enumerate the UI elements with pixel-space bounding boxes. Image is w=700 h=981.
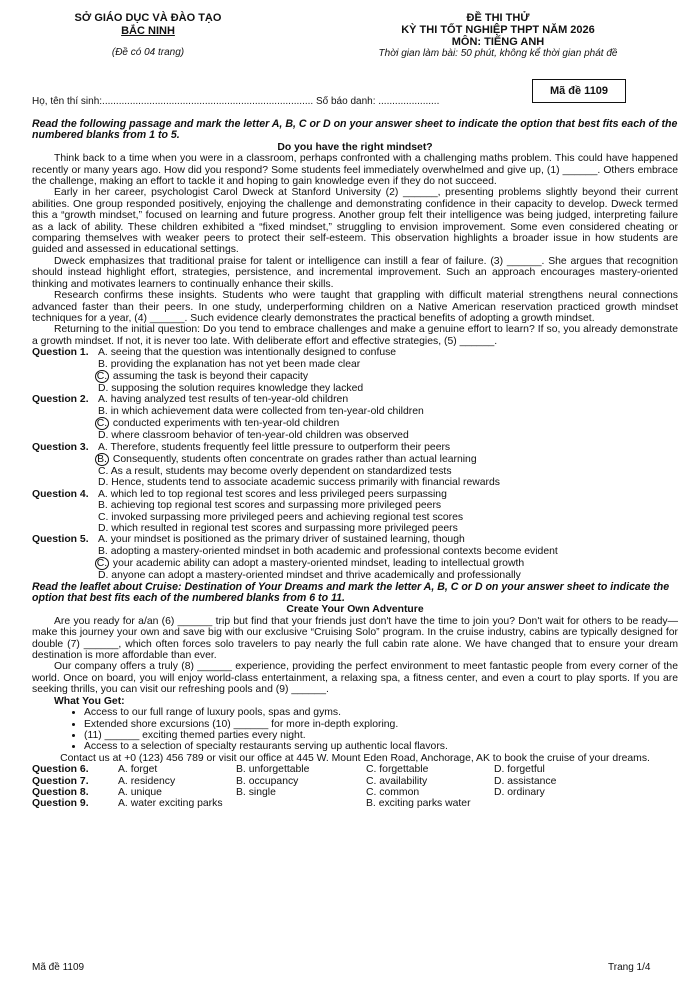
exam-code-box: Mã đề 1109 [532,79,626,103]
answer-option[interactable] [98,370,678,383]
circled-option-letter: C. [96,370,108,382]
candidate-info-line: Họ, tên thí sinh:............................................................................ Số báo danh: ...................... [32,96,440,107]
benefit-item: • Access to our full range of luxury pools, spas and gyms. [84,707,678,718]
answer-option[interactable] [98,523,678,534]
header-right [348,12,648,59]
answer-option[interactable] [98,453,678,466]
answer-option[interactable] [98,512,678,523]
option-letter: B. [98,405,108,417]
answer-option[interactable]: D. assistance [494,775,557,787]
answer-option[interactable] [98,406,678,417]
answer-option[interactable]: B. exciting parks water [366,798,471,810]
answer-option [494,798,644,809]
benefits-list [32,707,678,753]
option-text: adopting a mastery-oriented mindset in both academic and professional contexts become evident [110,545,558,557]
answer-option[interactable]: B. single [236,786,276,798]
answer-option[interactable] [98,570,678,581]
part2-questions [32,764,678,810]
option-letter: C. [98,511,109,523]
option-text: in which achievement data were collected from ten-year-old children [110,405,424,417]
exam-body [32,119,678,810]
exam-name: KỲ THI TỐT NGHIỆP THPT NĂM 2026 [401,24,595,36]
part1-instruction: Read the following passage and mark the letter A, B, C or D on your answer sheet to indicate the option that best fits each of the numbered blanks from 1 to 5. [32,118,678,142]
question-label: Question 7. [32,775,89,787]
option-text: achieving top regional test scores and surpassing more privileged peers [110,500,442,512]
leaflet-paragraph: Our company offers a truly (8) ______ experience, providing the perfect environment to meet fantastic people from every corner of the world. Once on board, you will enjoy world-class entertainment, a relaxing spa, a fitness center, and even a court to play sports. If you are seeking thrills, you can visit our refreshing pools and (9) ______. [32,661,678,696]
option-letter: D. [98,477,109,489]
benefit-item: • Extended shore excursions (10) ______ for more in-depth exploring. [84,719,678,730]
answer-option[interactable]: A. forget [118,764,158,776]
option-letter: A. [98,534,108,546]
option-letter: D. [98,523,109,534]
passage-paragraph: Dweck emphasizes that traditional praise for talent or intelligence can instill a fear of failure. (3) ______. She argues that recognition should instead highlight effort, strategies, persistence, and incremental improvement. Such an approach encourages mastery-oriented thinking and motivates learners to continually enhance their skills. [32,255,678,290]
option-text: providing the explanation has not yet been made clear [110,358,361,370]
question-label: Question 1. [32,347,89,359]
option-text: anyone can adopt a mastery-oriented mindset and thrive academically and professionally [111,570,521,582]
part1-questions [32,347,678,582]
time-note: Thời gian làm bài: 50 phút, không kể thời gian phát đề [378,48,618,59]
exam-type: ĐỀ THI THỬ [466,12,530,24]
answer-option[interactable] [98,466,678,477]
what-you-get-heading: What You Get: [54,695,125,707]
option-letter: A. [98,347,108,359]
question-label: Question 3. [32,441,89,453]
province-name: BẮC NINH [121,25,175,37]
option-text: conducted experiments with ten-year-old children [112,418,340,430]
part2-instruction: Read the leaflet about Cruise: Destination of Your Dreams and mark the letter A, B, C or D on your answer sheet to indicate the option that best fits each of the numbered blanks from 6 to 11. [32,580,670,605]
question-row [32,798,678,809]
question-label: Question 6. [32,764,89,776]
option-letter: D. [98,382,109,394]
circled-option-letter: C. [96,418,108,430]
question-row [32,764,678,775]
question-label: Question 5. [32,534,89,546]
answer-option[interactable] [98,534,678,545]
option-text: seeing that the question was intentionally designed to confuse [110,347,397,359]
answer-option[interactable]: D. forgetful [494,764,545,776]
question-label: Question 4. [32,488,89,500]
answer-option [236,798,366,809]
question-block [32,347,678,394]
question-block [32,534,678,581]
contact-line: Contact us at +0 (123) 456 789 or visit our office at 445 W. Mount Eden Road, Anchorage, AK to book the cruise of your dreams. [60,752,650,764]
answer-option[interactable] [98,442,678,453]
circled-option-letter: C. [96,558,108,570]
answer-option[interactable]: C. availability [366,775,428,787]
option-text: supposing the solution requires knowledge they lacked [111,382,364,394]
answer-option[interactable] [98,383,678,394]
passage-paragraph: Early in her career, psychologist Carol Dweck at Stanford University (2) ______, presenting problems slightly beyond their current abilities. One group responded positively, enjoying the challenge and demonstrating confidence in their capacity to develop. Dweck termed this a “growth mindset,” focused on learning and future progress. Another group felt their intelligence was being judged, interpreting failure as a lack of ability. These children exhibited a “fixed mindset,” struggling to envision improvement. Some even considered cheating or comparing themselves with weaker peers to protect their self-esteem. This observation highlights a broader issue in how students are guided and assessed in educational settings. [32,187,678,256]
passage-paragraph: Returning to the initial question: Do you tend to embrace challenges and make a genuine effort to learn? If so, you already demonstrate a growth mindset. If not, it is never too late. With deliberate effort and effective strategies, (5) ______. [32,324,678,347]
option-text: your mindset is positioned as the primary driver of sustained learning, though [110,534,465,546]
option-text: assuming the task is beyond their capacity [112,370,309,382]
benefit-item: • (11) ______ exciting themed parties every night. [84,730,678,741]
answer-option[interactable] [98,477,678,488]
option-letter: A. [98,488,108,500]
option-text: Therefore, students frequently feel little pressure to outperform their peers [110,441,451,453]
question-label: Question 2. [32,394,89,406]
option-text: having analyzed test results of ten-year-old children [110,394,349,406]
answer-option[interactable] [98,500,678,511]
answer-option[interactable] [98,417,678,430]
option-letter: A. [98,441,108,453]
question-label: Question 9. [32,798,89,810]
answer-option[interactable] [98,430,678,441]
leaflet-paragraph: Are you ready for a/an (6) ______ trip but find that your friends just don't have the time to join you? Don't wait for others to be ready—make this journey your own and save big with our exclusive “Cruising Solo” program. In the cruise industry, cabins are typically designed for double (7) ______, which often forces solo travelers to pay nearly the full cabin rate alone. We have changed that to ensure your dream destination is more affordable than ever. [32,615,678,662]
option-letter: C. [98,465,109,477]
part2-title: Create Your Own Adventure [286,604,424,616]
question-row [32,776,678,787]
answer-option[interactable] [98,557,678,570]
option-text: your academic ability can adopt a mastery-oriented mindset, leading to intellectual growth [112,558,525,570]
answer-option[interactable] [98,359,678,370]
answer-option-circled[interactable]: B. occupancy [236,775,299,787]
answer-option[interactable]: C. forgettable [366,764,429,776]
passage-paragraph: Research confirms these insights. Students who were taught that grappling with difficult material strengthens neural connections advanced faster than their peers. In one study, underperforming children on a Native American reservation practiced growth mindset techniques for a year, (4) ______. Such evidence clearly demonstrates the practical benefits of adopting a growth mindset. [32,290,678,324]
passage-paragraph: Think back to a time when you were in a classroom, perhaps confronted with a challenging maths problem. This could have happened recently or many years ago. How did you respond? Some students feel immediately overwhelmed and give up, (1) ______. Others embrace the challenge, making an effort to tackle it and hoping to gain knowledge even if they do not succeed. [32,153,678,188]
answer-option[interactable]: A. water exciting parks [118,798,223,810]
answer-option[interactable]: A. residency [118,775,176,787]
footer-page-number: Trang 1/4 [608,962,651,973]
option-text: which resulted in regional test scores and surpassing more privileged peers [111,523,458,534]
answer-option[interactable] [98,394,678,405]
option-text: invoked surpassing more privileged peers and achieving regional test scores [111,511,464,523]
department-name: SỞ GIÁO DỤC VÀ ĐÀO TẠO [74,12,222,24]
question-row [32,787,678,798]
answer-option-circled[interactable]: B. unforgettable [236,764,310,776]
circled-option-letter: B. [95,453,109,466]
option-text: which led to top regional test scores and less privileged peers surpassing [110,488,447,500]
option-letter: A. [98,394,108,406]
answer-option[interactable]: C. common [366,786,420,798]
option-letter: B. [98,358,108,370]
question-block [32,394,678,441]
footer-exam-code: Mã đề 1109 [32,962,85,973]
option-letter: B. [98,545,108,557]
answer-option[interactable] [98,489,678,500]
question-block [32,489,678,535]
option-letter: D. [98,570,109,582]
option-text: where classroom behavior of ten-year-old children was observed [111,430,409,442]
answer-option[interactable]: D. ordinary [494,786,545,798]
answer-option[interactable] [98,546,678,557]
option-text: As a result, students may become overly dependent on standardized tests [110,465,452,477]
question-label: Question 8. [32,786,89,798]
part1-title: Do you have the right mindset? [277,141,433,153]
answer-option-circled[interactable]: A. unique [118,786,162,798]
pages-note: (Đề có 04 trang) [111,47,185,58]
benefit-item: • Access to a selection of specialty restaurants serving up authentic local flavors. [84,741,678,752]
option-letter: B. [98,500,108,512]
option-letter: D. [98,430,109,442]
option-text: Hence, students tend to associate academic success primarily with financial rewards [111,477,500,489]
question-block [32,442,678,489]
option-text: Consequently, students often concentrate on grades rather than actual learning [112,453,477,465]
answer-option[interactable] [98,347,678,358]
header-left [48,12,248,58]
subject-name: MÔN: TIẾNG ANH [451,36,545,48]
